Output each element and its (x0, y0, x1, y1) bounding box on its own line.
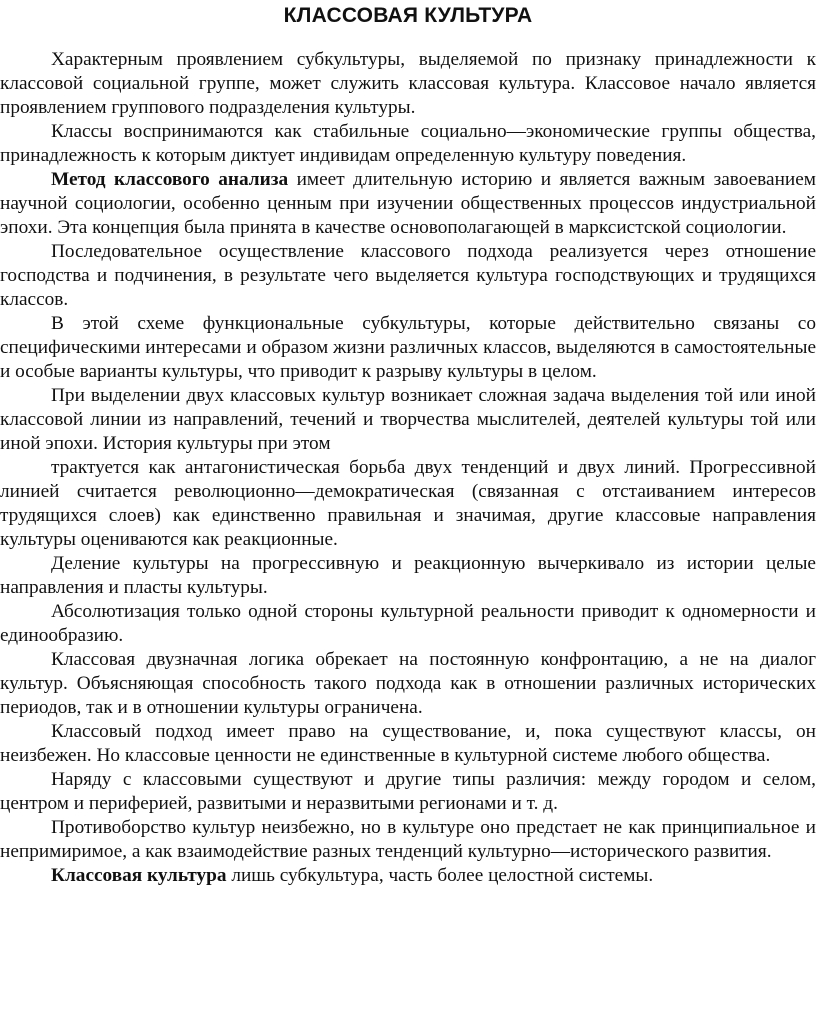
paragraph: В этой схеме функциональные субкультуры, которые действительно связаны со специфическими интересами и образом жизни различных классов, выделяются в самостоятельные и особые варианты культуры, что приводит к разрыву культуры в целом. (0, 313, 816, 382)
paragraph: трактуется как антагонистическая борьба двух тенденций и двух линий. Прогрессивной линией считается революционно—демократическая (связанная с отстаиванием интересов трудящихся слоев) как единственно правильная и значимая, другие классовые направления культуры оцениваются как реакционные. (0, 457, 816, 550)
paragraph: Классы воспринимаются как стабильные социально—экономические группы общества, принадлежность к которым диктует индивидам определенную культуру поведения. (0, 121, 816, 166)
paragraph: Противоборство культур неизбежно, но в культуре оно предстает не как принципиальное и непримиримое, а как взаимодействие разных тенденций культурно—исторического развития. (0, 817, 816, 862)
paragraph: Классовый подход имеет право на существование, и, пока существуют классы, он неизбежен. Но классовые ценности не единственные в культурной системе любого общества. (0, 721, 816, 766)
paragraph: Абсолютизация только одной стороны культурной реальности приводит к одномерности и единообразию. (0, 601, 816, 646)
bold-term: Классовая культура (51, 865, 227, 886)
paragraph: Наряду с классовыми существуют и другие типы различия: между городом и селом, центром и периферией, развитыми и неразвитыми регионами и т. д. (0, 769, 816, 814)
paragraph: Последовательное осуществление классового подхода реализуется через отношение господства и подчинения, в результате чего выделяется культура господствующих и трудящихся классов. (0, 241, 816, 310)
bold-term: Метод классового анализа (51, 169, 289, 190)
paragraph: При выделении двух классовых культур возникает сложная задача выделения той или иной классовой линии из направлений, течений и творчества мыслителей, деятелей культуры той или иной эпохи. История культуры при этом (0, 385, 816, 454)
page-title: КЛАССОВАЯ КУЛЬТУРА (283, 4, 533, 27)
paragraph-text: лишь субкультура, часть более целостной системы. (226, 865, 654, 886)
paragraph: Деление культуры на прогрессивную и реакционную вычеркивало из истории целые направления и пласты культуры. (0, 553, 816, 598)
paragraph: Классовая двузначная логика обрекает на постоянную конфронтацию, а не на диалог культур. Объясняющая способность такого подхода как в отношении различных исторических периодов, так и в отношении культуры ограничена. (0, 649, 816, 718)
paragraph-text: имеет длительную историю и является важным завоеванием научной социологии, особенно ценным при изучении общественных процессов индустриальной эпохи. Эта концепция была принята в качестве основополагающей в марксистской социологии. (0, 169, 816, 238)
document-body (0, 48, 816, 888)
paragraph (0, 168, 816, 240)
paragraph: Характерным проявлением субкультуры, выделяемой по признаку принадлежности к классовой социальной группе, может служить классовая культура. Классовое начало является проявлением группового подразделения культуры. (0, 49, 816, 118)
paragraph (0, 864, 816, 888)
